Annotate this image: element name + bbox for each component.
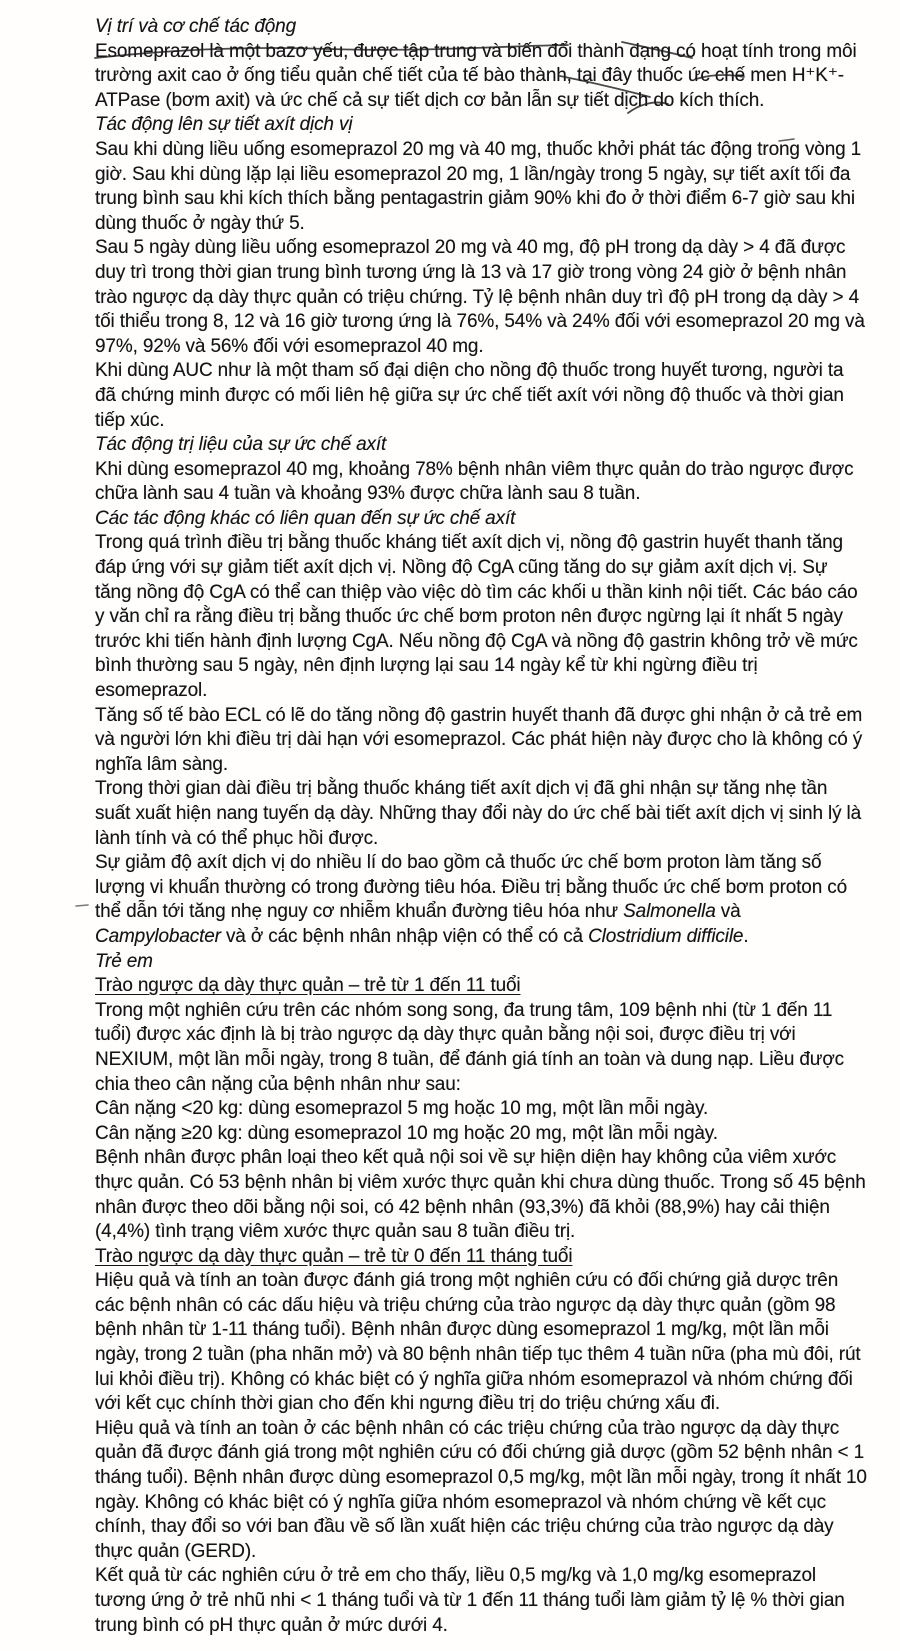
section-heading-children: Trẻ em	[95, 950, 153, 972]
text-run: .	[743, 925, 749, 947]
species-clostridium-difficile: Clostridium difficile	[588, 925, 744, 947]
paragraph-study-109-patients: Trong một nghiên cứu trên các nhóm song song, đa trung tâm, 109 bệnh nhi (từ 1 đến 11 tuổi) được xác định là bị trào ngược dạ dày thực quản bằng nội soi, được điều trị với NEXIUM, một lần mỗi ngày, trong 8 tuần, để đánh giá tính an toàn và dung nạp. Liều được chia theo cân nặng của bệnh nhân như sau:	[95, 999, 845, 1095]
species-salmonella: Salmonella	[623, 901, 716, 923]
section-heading-therapeutic-effect: Tác động trị liệu của sự ức chế axít	[95, 434, 387, 456]
section-heading-acid-secretion: Tác động lên sự tiết axít dịch vị	[95, 114, 353, 136]
paragraph-dose-under-20kg: Cân nặng <20 kg: dùng esomeprazol 5 mg hoặc 10 mg, một lần mỗi ngày.	[95, 1098, 709, 1120]
species-campylobacter: Campylobacter	[95, 925, 221, 947]
text-run: và ở các bệnh nhân nhập viện có thể có cả	[220, 925, 589, 947]
paragraph-ph-results-children: Kết quả từ các nghiên cứu ở trẻ em cho thấy, liều 0,5 mg/kg và 1,0 mg/kg esomeprazol tương ứng ở trẻ nhũ nhi < 1 tháng tuổi và từ 1 đến 11 tháng tuổi làm giảm tỷ lệ % thời gian trung bình có pH thực quản ở mức dưới 4.	[95, 1565, 845, 1636]
paragraph-study-98-infants: Hiệu quả và tính an toàn được đánh giá trong một nghiên cứu có đối chứng giả dược trên các bệnh nhân có các dấu hiệu và triệu chứng của trào ngược dạ dày thực quản (gồm 98 bệnh nhân từ 1-11 tháng tuổi). Bệnh nhân được dùng esomeprazol 1 mg/kg, một lần mỗi ngày, trong 2 tuần (pha nhãn mở) và 80 bệnh nhân tiếp tục thêm 4 tuần nữa (pha mù đôi, rút lui khỏi điều trị). Không có khác biệt có ý nghĩa giữa nhóm esomeprazol và nhóm chứng đối với kết cục chính thời gian cho đến khi ngưng điều trị do triệu chứng xấu đi.	[95, 1270, 861, 1415]
leaflet-text-column	[95, 15, 867, 1638]
paragraph-ecl-cells: Tăng số tế bào ECL có lẽ do tăng nồng độ gastrin huyết thanh đã được ghi nhận ở cả trẻ em và người lớn khi điều trị dài hạn với esomeprazol. Các phát hiện này được cho là không có ý nghĩa lâm sàng.	[95, 704, 863, 775]
paragraph-onset: Sau khi dùng liều uống esomeprazol 20 mg và 40 mg, thuốc khởi phát tác động trong vòng 1 giờ. Sau khi dùng lặp lại liều esomeprazol 20 mg, 1 lần/ngày trong 5 ngày, sự tiết axít tối đa trung bình sau khi kích thích bằng pentagastrin giảm 90% khi đo ở thời điểm 6-7 giờ sau khi dùng thuốc ở ngày thứ 5.	[95, 138, 862, 234]
paragraph-ph-maintenance: Sau 5 ngày dùng liều uống esomeprazol 20 mg và 40 mg, độ pH trong dạ dày > 4 đã được duy trì trong thời gian trung bình tương ứng là 13 và 17 giờ trong vòng 24 giờ ở bệnh nhân trào ngược dạ dày thực quản có triệu chứng. Tỷ lệ bệnh nhân duy trì độ pH trong dạ dày > 4 tối thiểu trong 8, 12 và 16 giờ tương ứng là 76%, 54% và 24% đối với esomeprazol 20 mg và 97%, 92% và 56% đối với esomeprazol 40 mg.	[95, 237, 865, 357]
paragraph-gastrin-cga: Trong quá trình điều trị bằng thuốc kháng tiết axít dịch vị, nồng độ gastrin huyết thanh tăng đáp ứng với sự giảm tiết axít dịch vị. Nồng độ CgA cũng tăng do sự giảm axít dịch vị. Sự tăng nồng độ CgA có thể can thiệp vào việc dò tìm các khối u thần kinh nội tiết. Các báo cáo y văn chỉ ra rằng điều trị bằng thuốc ức chế bơm proton nên được ngừng lại ít nhất 5 ngày trước khi tiến hành định lượng CgA. Nếu nồng độ CgA và nồng độ gastrin không trở về mức bình thường sau 5 ngày, nên định lượng lại sau 14 ngày kể từ khi ngừng điều trị esomeprazol.	[95, 532, 858, 702]
text-run: và	[715, 901, 741, 923]
paragraph-gi-infections	[95, 851, 867, 949]
paragraph-endoscopy-results: Bệnh nhân được phân loại theo kết quả nội soi về sự hiện diện hay không của viêm xước thực quản. Có 53 bệnh nhân bị viêm xước thực quản khi chưa dùng thuốc. Trong số 45 bệnh nhân được theo dõi bằng nội soi, có 42 bệnh nhân (93,3%) đã khỏi (88,9%) hay cải thiện (4,4%) tình trạng viêm xước thực quản sau 8 tuần điều trị.	[95, 1147, 866, 1243]
text-run: Sự giảm độ axít dịch vị do nhiều lí do bao gồm cả thuốc ức chế bơm proton làm tăng số lượng vi khuẩn thường có trong đường tiêu hóa. Điều trị bằng thuốc ức chế bơm proton có thể dẫn tới tăng nhẹ nguy cơ nhiễm khuẩn đường tiêu hóa như	[95, 852, 848, 923]
paragraph-healing-rates: Khi dùng esomeprazol 40 mg, khoảng 78% bệnh nhân viêm thực quản do trào ngược được chữa lành sau 4 tuần và khoảng 93% được chữa lành sau 8 tuần.	[95, 458, 854, 505]
paragraph-glandular-cysts: Trong thời gian dài điều trị bằng thuốc kháng tiết axít dịch vị đã ghi nhận sự tăng nhẹ tần suất xuất hiện nang tuyến dạ dày. Những thay đổi này do ức chế bài tiết axít dịch vị sinh lý là lành tính và có thể phục hồi được.	[95, 778, 862, 849]
section-heading-mechanism: Vị trí và cơ chế tác động	[95, 16, 297, 37]
pen-tick-left-margin	[76, 905, 88, 906]
subheading-gerd-1-to-11-years: Trào ngược dạ dày thực quản – trẻ từ 1 đến 11 tuổi	[95, 975, 521, 997]
section-heading-other-effects: Các tác động khác có liên quan đến sự ức chế axít	[95, 507, 516, 529]
paragraph-mechanism: Esomeprazol là một bazơ yếu, được tập trung và biến đổi thành dạng có hoạt tính trong môi trường axit cao ở ống tiểu quản chế tiết của tế bào thành, tại đây thuốc ức chế men H⁺K⁺-ATPase (bơm axit) và ức chế cả sự tiết dịch cơ bản lẫn sự tiết dịch do kích thích.	[95, 40, 857, 111]
paragraph-study-52-neonates: Hiệu quả và tính an toàn ở các bệnh nhân có các triệu chứng của trào ngược dạ dày thực quản đã được đánh giá trong một nghiên cứu có đối chứng giả dược (gồm 52 bệnh nhân < 1 tháng tuổi). Bệnh nhân được dùng esomeprazol 0,5 mg/kg, một lần mỗi ngày, trong ít nhất 10 ngày. Không có khác biệt có ý nghĩa giữa nhóm esomeprazol và nhóm chứng về kết cục chính, thay đổi so với ban đầu về số lần xuất hiện các triệu chứng của trào ngược dạ dày thực quản (GERD).	[95, 1417, 867, 1562]
paragraph-dose-over-20kg: Cân nặng ≥20 kg: dùng esomeprazol 10 mg hoặc 20 mg, một lần mỗi ngày.	[95, 1122, 718, 1144]
paragraph-auc: Khi dùng AUC như là một tham số đại diện cho nồng độ thuốc trong huyết tương, người ta đã chứng minh được có mối liên hệ giữa sự ức chế tiết axít với nồng độ thuốc và thời gian tiếp xúc.	[95, 360, 844, 431]
subheading-gerd-0-to-11-months: Trào ngược dạ dày thực quản – trẻ từ 0 đến 11 tháng tuổi	[95, 1245, 573, 1267]
